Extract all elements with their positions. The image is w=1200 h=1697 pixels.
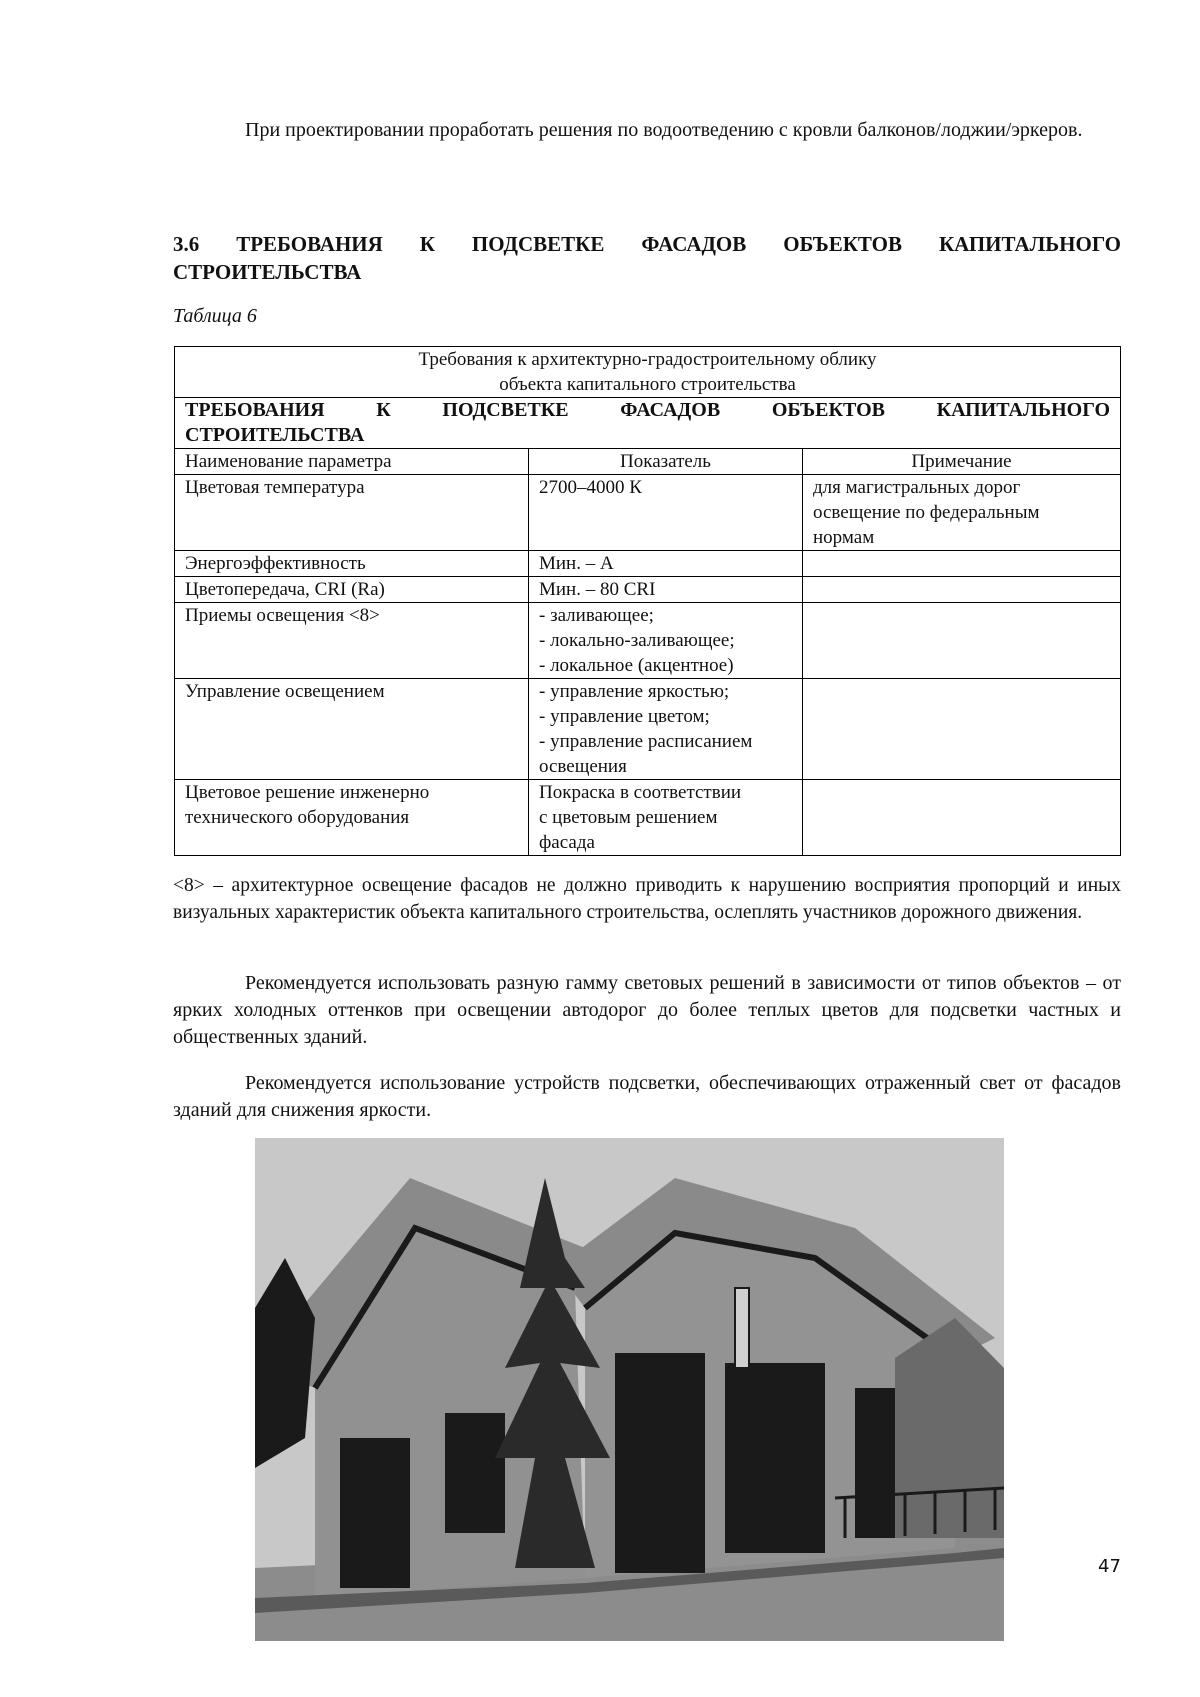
table-header-row bbox=[175, 347, 1121, 398]
table-row bbox=[175, 551, 1121, 577]
page-number: 47 bbox=[1098, 1556, 1121, 1577]
row-value bbox=[529, 603, 803, 679]
row-param: Энергоэффективность bbox=[175, 551, 529, 577]
footnote: <8> – архитектурное освещение фасадов не должно приводить к нарушению восприятия пропорций и иных визуальных характеристик объекта капитального строительства, ослеплять участников дорожного движения. bbox=[173, 875, 1121, 923]
column-header-param: Наименование параметра bbox=[175, 449, 529, 475]
table-header-line2: объекта капитального строительства bbox=[499, 374, 796, 395]
row-note-line: для магистральных дорог bbox=[813, 477, 1021, 498]
row-value-line: с цветовым решением bbox=[539, 807, 718, 828]
section-heading-line1: 3.6 ТРЕБОВАНИЯ К ПОДСВЕТКЕ ФАСАДОВ ОБЪЕКТОВ КАПИТАЛЬНОГО bbox=[173, 232, 1121, 256]
row-param-line: Цветовое решение инженерно bbox=[185, 782, 430, 803]
photo-window bbox=[725, 1363, 825, 1553]
row-note bbox=[803, 577, 1121, 603]
column-header-note: Примечание bbox=[803, 449, 1121, 475]
row-note bbox=[803, 780, 1121, 856]
row-note bbox=[803, 475, 1121, 551]
table-caption: Таблица 6 bbox=[173, 305, 257, 327]
row-value-line: - заливающее; bbox=[539, 605, 654, 626]
section-heading-line2: СТРОИТЕЛЬСТВА bbox=[173, 260, 362, 284]
table-header-line1: Требования к архитектурно-градостроительному облику bbox=[418, 349, 877, 370]
table-row bbox=[175, 577, 1121, 603]
photo-window bbox=[340, 1438, 410, 1588]
row-value bbox=[529, 475, 803, 551]
table-subheader-line2: СТРОИТЕЛЬСТВА bbox=[185, 424, 365, 446]
table-row bbox=[175, 780, 1121, 856]
photo-window bbox=[445, 1413, 505, 1533]
table-header-cell bbox=[175, 347, 1121, 398]
table-row bbox=[175, 679, 1121, 780]
table-row bbox=[175, 475, 1121, 551]
row-param bbox=[175, 780, 529, 856]
row-value-line: фасада bbox=[539, 832, 595, 853]
row-value bbox=[529, 679, 803, 780]
row-param: Приемы освещения <8> bbox=[175, 603, 529, 679]
row-note-line: нормам bbox=[813, 527, 875, 548]
row-value-line: - управление яркостью; bbox=[539, 681, 730, 702]
table-column-headers bbox=[175, 449, 1121, 475]
row-value-line: Мин. – 80 CRI bbox=[539, 579, 656, 600]
row-value-line: Покраска в соответствии bbox=[539, 782, 742, 803]
row-value-line: - управление цветом; bbox=[539, 706, 710, 727]
row-value-line: Мин. – А bbox=[539, 553, 614, 574]
intro-paragraph: При проектировании проработать решения по водоотведению с кровли балконов/лоджии/эркеров. bbox=[245, 119, 1083, 141]
row-param: Цветопередача, CRI (Ra) bbox=[175, 577, 529, 603]
row-value-line: - локально-заливающее; bbox=[539, 630, 735, 651]
paragraph-gamma: Рекомендуется использовать разную гамму световых решений в зависимости от типов объектов – от ярких холодных оттенков при освещении автодорог до более теплых цветов для подсветки частных и общественных зданий. bbox=[173, 972, 1121, 1048]
row-note-line: освещение по федеральным bbox=[813, 502, 1040, 523]
photo-door bbox=[615, 1353, 705, 1573]
row-param-line: технического оборудования bbox=[185, 807, 410, 828]
row-note bbox=[803, 551, 1121, 577]
table-subheader-cell bbox=[175, 398, 1121, 449]
row-note bbox=[803, 679, 1121, 780]
photo-sign bbox=[735, 1288, 749, 1368]
table-subheader-line1: ТРЕБОВАНИЯ К ПОДСВЕТКЕ ФАСАДОВ ОБЪЕКТОВ КАПИТАЛЬНОГО bbox=[185, 399, 1110, 421]
row-value bbox=[529, 577, 803, 603]
requirements-table bbox=[174, 346, 1121, 856]
row-value bbox=[529, 780, 803, 856]
row-value-line: - управление расписанием bbox=[539, 731, 753, 752]
row-param: Управление освещением bbox=[175, 679, 529, 780]
row-value-line: - локальное (акцентное) bbox=[539, 655, 734, 676]
column-header-value: Показатель bbox=[529, 449, 803, 475]
row-value-line: освещения bbox=[539, 756, 627, 777]
row-value-line: 2700–4000 К bbox=[539, 477, 642, 498]
building-facade-photo bbox=[255, 1138, 1004, 1641]
table-row bbox=[175, 603, 1121, 679]
row-value bbox=[529, 551, 803, 577]
paragraph-reflected-light: Рекомендуется использование устройств подсветки, обеспечивающих отраженный свет от фасадов зданий для снижения яркости. bbox=[173, 1072, 1121, 1121]
row-note bbox=[803, 603, 1121, 679]
section-heading bbox=[173, 230, 1121, 286]
table-subheader-row bbox=[175, 398, 1121, 449]
row-param: Цветовая температура bbox=[175, 475, 529, 551]
